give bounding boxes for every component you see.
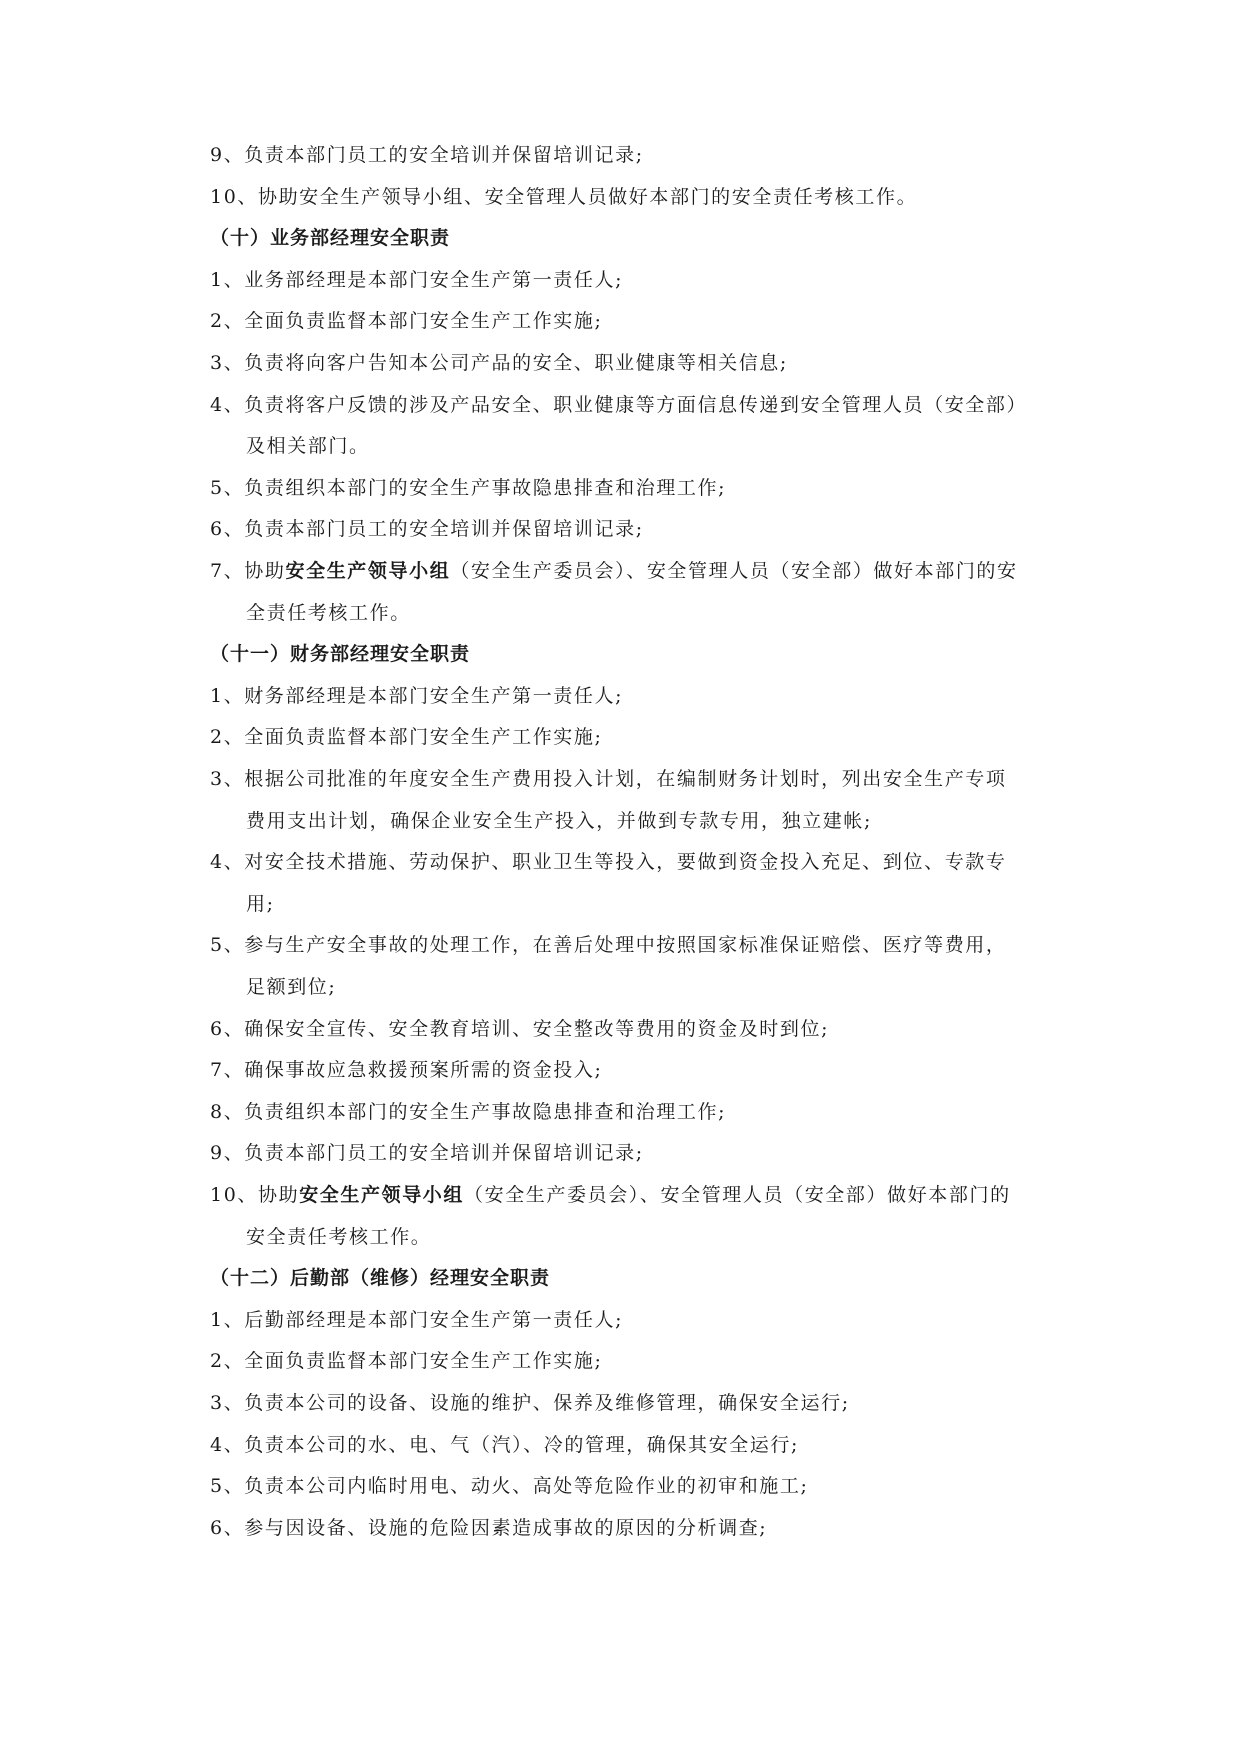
list-item-continuation: 用; xyxy=(246,892,275,915)
list-item: 1、财务部经理是本部门安全生产第一责任人; xyxy=(210,684,624,707)
list-item-continuation: 安全责任考核工作。 xyxy=(246,1225,432,1248)
list-item: 8、负责组织本部门的安全生产事故隐患排查和治理工作; xyxy=(210,1100,727,1123)
list-item: 5、参与生产安全事故的处理工作，在善后处理中按照国家标准保证赔偿、医疗等费用， xyxy=(210,934,1007,957)
list-item-continuation: 足额到位; xyxy=(246,976,337,998)
list-item-continuation: 及相关部门。 xyxy=(246,435,370,458)
section-heading: （十）业务部经理安全职责 xyxy=(210,227,451,250)
list-item: 7、确保事故应急救援预案所需的资金投入; xyxy=(210,1059,603,1082)
list-item: 2、全面负责监督本部门安全生产工作实施; xyxy=(210,310,603,333)
bold-term: 安全生产领导小组 xyxy=(285,560,451,582)
item-text: （安全生产委员会）、安全管理人员（安全部）做好本部门的 xyxy=(464,1184,1011,1206)
section-heading: （十一）财务部经理安全职责 xyxy=(210,643,471,666)
list-item: 3、负责本公司的设备、设施的维护、保养及维修管理，确保安全运行; xyxy=(210,1392,850,1414)
list-item: 1、后勤部经理是本部门安全生产第一责任人; xyxy=(210,1308,624,1331)
list-item: 5、负责本公司内临时用电、动火、高处等危险作业的初审和施工; xyxy=(210,1475,809,1498)
item-text: 7、协助 xyxy=(210,560,286,582)
item-text: （安全生产委员会）、安全管理人员（安全部）做好本部门的安 xyxy=(450,560,1018,582)
list-item: 4、对安全技术措施、劳动保护、职业卫生等投入，要做到资金投入充足、到位、专款专 xyxy=(210,851,1007,874)
item-text: 10、协助 xyxy=(210,1184,300,1206)
list-item: 6、参与因设备、设施的危险因素造成事故的原因的分析调查; xyxy=(210,1516,768,1539)
bold-term: 安全生产领导小组 xyxy=(299,1184,464,1206)
list-item: 3、负责将向客户告知本公司产品的安全、职业健康等相关信息; xyxy=(210,352,788,374)
list-item: 10、协助安全生产领导小组、安全管理人员做好本部门的安全责任考核工作。 xyxy=(210,185,918,208)
section-heading: （十二）后勤部（维修）经理安全职责 xyxy=(210,1267,551,1290)
list-item: 9、负责本部门员工的安全培训并保留培训记录; xyxy=(210,144,644,166)
list-item: 5、负责组织本部门的安全生产事故隐患排查和治理工作; xyxy=(210,476,727,499)
list-item: 2、全面负责监督本部门安全生产工作实施; xyxy=(210,1350,603,1373)
list-item: 2、全面负责监督本部门安全生产工作实施; xyxy=(210,726,603,749)
list-item: 9、负责本部门员工的安全培训并保留培训记录; xyxy=(210,1142,644,1165)
list-item: 3、根据公司批准的年度安全生产费用投入计划，在编制财务计划时，列出安全生产专项 xyxy=(210,768,1007,790)
list-item-continuation: 全责任考核工作。 xyxy=(246,601,411,624)
list-item: 1、业务部经理是本部门安全生产第一责任人; xyxy=(210,268,624,291)
list-item xyxy=(210,1178,1011,1212)
list-item: 6、负责本部门员工的安全培训并保留培训记录; xyxy=(210,518,644,541)
list-item: 4、负责本公司的水、电、气（汽）、冷的管理，确保其安全运行; xyxy=(210,1433,799,1456)
list-item: 4、负责将客户反馈的涉及产品安全、职业健康等方面信息传递到安全管理人员（安全部） xyxy=(210,393,1028,416)
list-item-continuation: 费用支出计划，确保企业安全生产投入，并做到专款专用，独立建帐; xyxy=(246,809,873,832)
list-item: 6、确保安全宣传、安全教育培训、安全整改等费用的资金及时到位; xyxy=(210,1017,830,1040)
list-item xyxy=(210,554,1018,588)
